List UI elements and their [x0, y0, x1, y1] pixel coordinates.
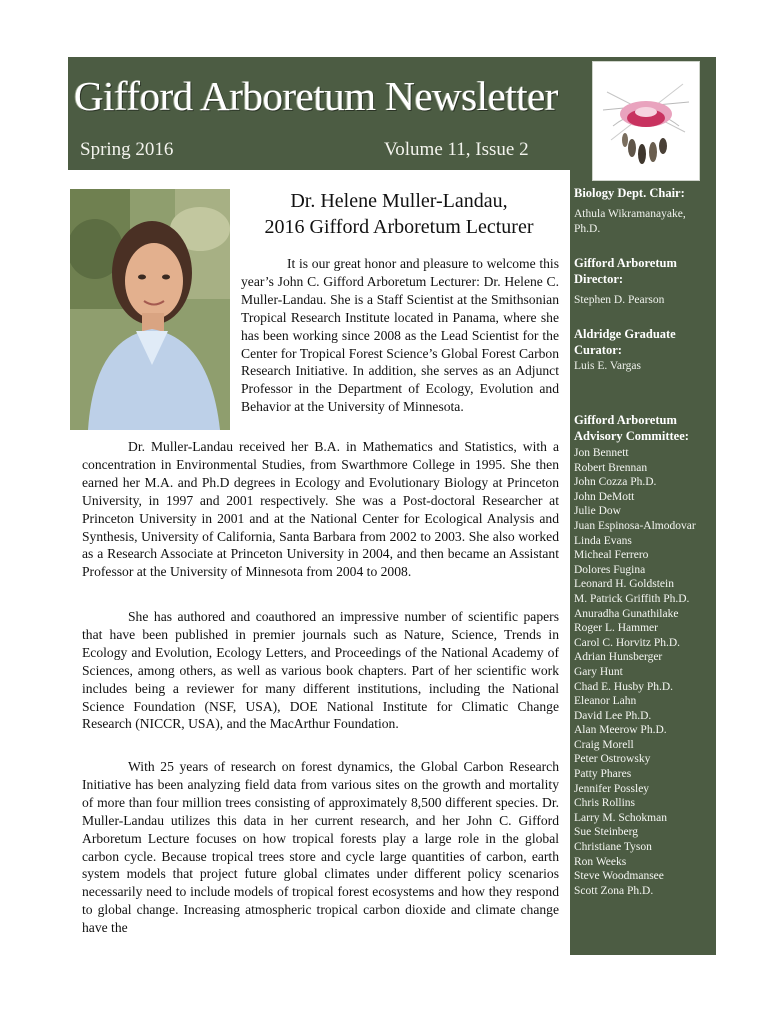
committee-list	[574, 446, 714, 898]
committee-member: John Cozza Ph.D.	[574, 476, 657, 489]
committee-member: Julie Dow	[574, 505, 621, 518]
committee-member: Carol C. Horvitz Ph.D.	[574, 636, 681, 649]
committee-member: Linda Evans	[574, 534, 632, 547]
committee-member: Juan Espinosa-Almodovar	[574, 519, 696, 532]
lecturer-photo	[70, 189, 230, 430]
headline-line-1: Dr. Helene Muller-Landau,	[290, 190, 508, 212]
curator-label: Aldridge Graduate Curator:	[574, 327, 676, 357]
committee-member: Eleanor Lahn	[574, 695, 637, 708]
chair-name: Athula Wikramanayake, Ph.D.	[574, 208, 686, 235]
newsletter-masthead	[68, 57, 570, 170]
article-paragraph-1: It is our great honor and pleasure to welcome this year’s John C. Gifford Arboretum Lecturer: Dr. Helene C. Muller-Landau. She is a Staff Scientist at the Smithsonian Tropical Research Institute located in Panama, where she has been working since 2008 as the Lead Scientist for the Center for Tropical Forest Science’s Global Forest Carbon Research Initiative. In addition, she serves as an Adjunct Professor in the Department of Ecology, Evolution and Behavior at the University of Minnesota.	[241, 256, 559, 415]
committee-member: Patty Phares	[574, 768, 632, 781]
flower-artwork-icon	[593, 62, 699, 180]
committee-member: Larry M. Schokman	[574, 811, 667, 824]
committee-member: Chad E. Husby Ph.D.	[574, 680, 674, 693]
committee-member: Alan Meerow Ph.D.	[574, 724, 667, 737]
chair-label: Biology Dept. Chair:	[574, 186, 685, 200]
committee-member: Scott Zona Ph.D.	[574, 884, 654, 897]
article-paragraph-4: With 25 years of research on forest dynamics, the Global Carbon Research Initiative has been analyzing field data from various sites on the growth and mortality of more than four million trees consisting of approximately 8,500 different species. Dr. Muller-Landau utilizes this data in her current research, and her John C. Gifford Arboretum Lecture focuses on how tropical forests play a large role in the global carbon cycle. Because tropical trees store and cycle large quantities of carbon, earth system models that project future global climates under different policy scenarios necessarily need to include models of tropical forest ecosystems and how they respond to global change. Increasing atmospheric tropical carbon dioxide and climate change have the	[82, 759, 559, 936]
committee-member: John DeMott	[574, 490, 635, 503]
committee-member: Adrian Hunsberger	[574, 651, 663, 664]
arboretum-logo	[592, 61, 700, 181]
committee-member: Sue Steinberg	[574, 826, 638, 839]
committee-member: Jon Bennett	[574, 447, 629, 459]
committee-member: Craig Morell	[574, 738, 634, 751]
committee-member: Anuradha Gunathilake	[574, 607, 679, 620]
curator-name: Luis E. Vargas	[574, 360, 641, 372]
committee-member: Gary Hunt	[574, 665, 623, 678]
committee-member: Roger L. Hammer	[574, 622, 658, 635]
committee-member: Leonard H. Goldstein	[574, 578, 674, 591]
issue-volume: Volume 11, Issue 2	[384, 139, 529, 160]
issue-season: Spring 2016	[80, 139, 174, 160]
committee-member: Robert Brennan	[574, 461, 648, 474]
committee-member: Ron Weeks	[574, 855, 627, 868]
committee-member: Steve Woodmansee	[574, 870, 664, 883]
article-paragraph-3: She has authored and coauthored an impressive number of scientific papers that have been published in premier journals such as Nature, Science, Trends in Ecology and Evolution, Ecology Letters, and Proceedings of the National Academy of Sciences, among others, as well as various book chapters. Part of her scientific work includes being a reviewer for many different institutions, including the National Science Foundation (NSF, USA), DOE National Institute for Climatic Change Research (NICCR, USA), and the MacArthur Foundation.	[82, 609, 559, 732]
portrait-image-icon	[70, 189, 230, 430]
newsletter-title: Gifford Arboretum Newsletter	[74, 73, 558, 119]
committee-member: M. Patrick Griffith Ph.D.	[574, 592, 690, 605]
director-name: Stephen D. Pearson	[574, 294, 665, 306]
committee-member: Jennifer Possley	[574, 782, 650, 795]
committee-member: Peter Ostrowsky	[574, 753, 651, 766]
committee-member: David Lee Ph.D.	[574, 709, 652, 722]
committee-member: Micheal Ferrero	[574, 549, 649, 562]
article-headline	[240, 188, 558, 240]
headline-line-2: 2016 Gifford Arboretum Lecturer	[264, 216, 534, 238]
committee-label: Gifford Arboretum Advisory Committee:	[574, 413, 689, 443]
staff-sidebar	[570, 57, 716, 955]
staff-list	[574, 185, 714, 898]
committee-member: Christiane Tyson	[574, 841, 652, 854]
committee-member: Chris Rollins	[574, 797, 636, 810]
committee-member: Dolores Fugina	[574, 563, 646, 576]
director-label: Gifford Arboretum Director:	[574, 256, 677, 286]
article-paragraph-2: Dr. Muller-Landau received her B.A. in Mathematics and Statistics, with a concentration in Environmental Studies, from Swarthmore College in 1995. She then earned her M.A. and Ph.D degrees in Ecology and Evolutionary Biology at Princeton University, in 1997 and 2001 respectively. She was a Post-doctoral Researcher at Princeton University in 2001 and at the National Center for Ecological Analysis and Synthesis, University of California, Santa Barbara from 2002 to 2003. She also worked as a Research Associate at Princeton University in 2004, and then became an Assistant Professor at the University of Minnesota from 2004 to 2008.	[82, 439, 559, 580]
